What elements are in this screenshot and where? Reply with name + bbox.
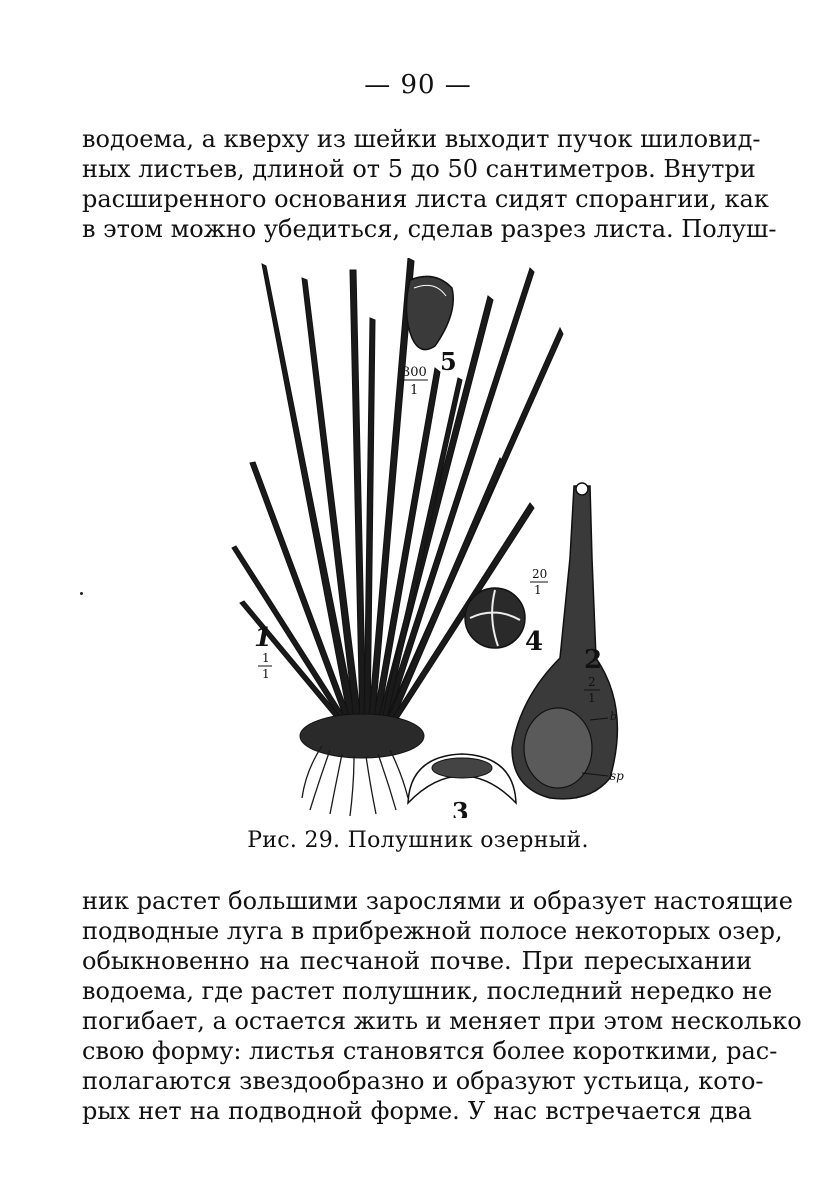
text-line: ных листьев, длиной от 5 до 50 сантиметров. Внутри bbox=[82, 155, 756, 183]
figure-4-tetrad bbox=[465, 588, 525, 648]
fig4-scale-num: 20 bbox=[532, 567, 548, 581]
text-line: полагаются звездообразно и образуют устьица, кото- bbox=[82, 1067, 764, 1095]
page-number: — 90 — bbox=[364, 70, 472, 100]
fig5-scale-den: 1 bbox=[410, 383, 419, 398]
fig3-label: 3 bbox=[452, 797, 469, 818]
text-line: погибает, а остается жить и меняет при этом несколько bbox=[82, 1007, 802, 1035]
fig1-scale-num: 1 bbox=[262, 651, 270, 665]
fig4-label: 4 bbox=[525, 627, 544, 657]
text-line: в этом можно убедиться, сделав разрез листа. Полуш- bbox=[82, 215, 777, 243]
fig2-label: 2 bbox=[584, 645, 603, 675]
figure-3-cross-section bbox=[408, 754, 516, 803]
fig5-scale-num: 300 bbox=[402, 365, 427, 380]
text-line: обыкновенно на песчаной почве. При пересыхании bbox=[82, 947, 752, 975]
figure-caption: Рис. 29. Полушник озерный. bbox=[247, 828, 589, 853]
text-line: подводные луга в прибрежной полосе некоторых озер, bbox=[82, 917, 783, 945]
print-speck bbox=[80, 592, 83, 595]
figure-5-spore bbox=[406, 276, 453, 349]
paragraph-top bbox=[82, 124, 777, 244]
text-line: рых нет на подводной форме. У нас встречается два bbox=[82, 1097, 752, 1125]
paragraph-bottom bbox=[82, 886, 802, 1126]
label-b: b bbox=[610, 710, 618, 723]
figure-1-plant bbox=[232, 258, 563, 816]
text-line: ник растет большими зарослями и образует настоящие bbox=[82, 887, 793, 915]
fig1-label: 1 bbox=[254, 623, 273, 653]
fig4-scale-den: 1 bbox=[534, 583, 542, 597]
text-line: водоема, а кверху из шейки выходит пучок шиловид- bbox=[82, 125, 761, 153]
text-line: водоема, где растет полушник, последний нередко не bbox=[82, 977, 773, 1005]
illustration-quillwort bbox=[230, 258, 650, 818]
text-line: свою форму: листья становятся более короткими, рас- bbox=[82, 1037, 778, 1065]
fig1-scale-den: 1 bbox=[262, 667, 270, 681]
fig2-scale-den: 1 bbox=[588, 691, 596, 705]
fig2-scale-num: 2 bbox=[588, 675, 596, 689]
text-line: расширенного основания листа сидят спорангии, как bbox=[82, 185, 769, 213]
fig5-label: 5 bbox=[440, 347, 457, 376]
label-sp: sp bbox=[610, 769, 624, 783]
quillwort-drawing bbox=[230, 258, 650, 818]
